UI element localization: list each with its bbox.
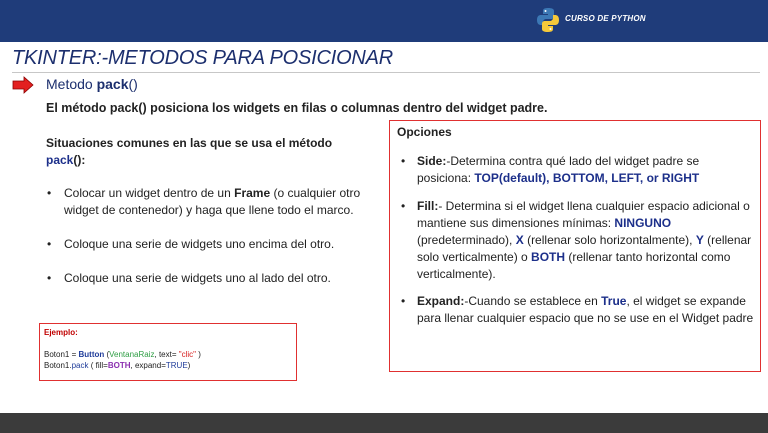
course-label: CURSO DE PYTHON	[565, 14, 646, 23]
code-line-2: Boton1.pack ( fill=BOTH, expand=TRUE)	[44, 361, 191, 370]
list-item: • Coloque una serie de widgets uno encima del otro.	[46, 236, 371, 270]
options-list	[400, 153, 755, 327]
option-side: • Side:-Determina contra qué lado del widget padre se posiciona: TOP(default), BOTTOM, LEFT, or RIGHT	[400, 153, 755, 198]
options-title: Opciones	[397, 125, 452, 139]
list-item: • Coloque una serie de widgets uno al lado del otro.	[46, 270, 371, 287]
method-subtitle: Metodo pack()	[46, 76, 138, 92]
example-box	[39, 323, 297, 381]
title-divider	[12, 72, 760, 73]
slide-title: TKINTER:-METODOS PARA POSICIONAR	[12, 47, 394, 69]
situations-heading: Situaciones comunes en las que se usa el método pack():	[46, 136, 333, 167]
python-logo-icon	[536, 7, 560, 33]
option-expand: • Expand:-Cuando se establece en True, el widget se expande para llenar cualquier espacio que no se use en el Widget padre	[400, 293, 755, 327]
situations-list	[46, 185, 371, 287]
right-arrow-icon	[12, 76, 34, 94]
footer-bar	[0, 413, 768, 433]
intro-text: El método pack() posiciona los widgets en filas o columnas dentro del widget padre.	[46, 101, 548, 115]
list-item: • Colocar un widget dentro de un Frame (o cualquier otro widget de contenedor) y haga que llene todo el marco.	[46, 185, 371, 236]
option-fill: • Fill:- Determina si el widget llena cualquier espacio adicional o mantiene sus dimensiones mínimas: NINGUNO (predeterminado), X (rellenar solo horizontalmente), Y (rellenar solo verticalmente) o BOTH (rellenar tanto horizontal como verticalmente).	[400, 198, 755, 293]
example-title: Ejemplo:	[44, 328, 78, 337]
code-line-1: Boton1 = Button (VentanaRaiz, text= "clic" )	[44, 350, 201, 359]
options-box	[389, 120, 761, 372]
header-bar	[0, 0, 768, 42]
